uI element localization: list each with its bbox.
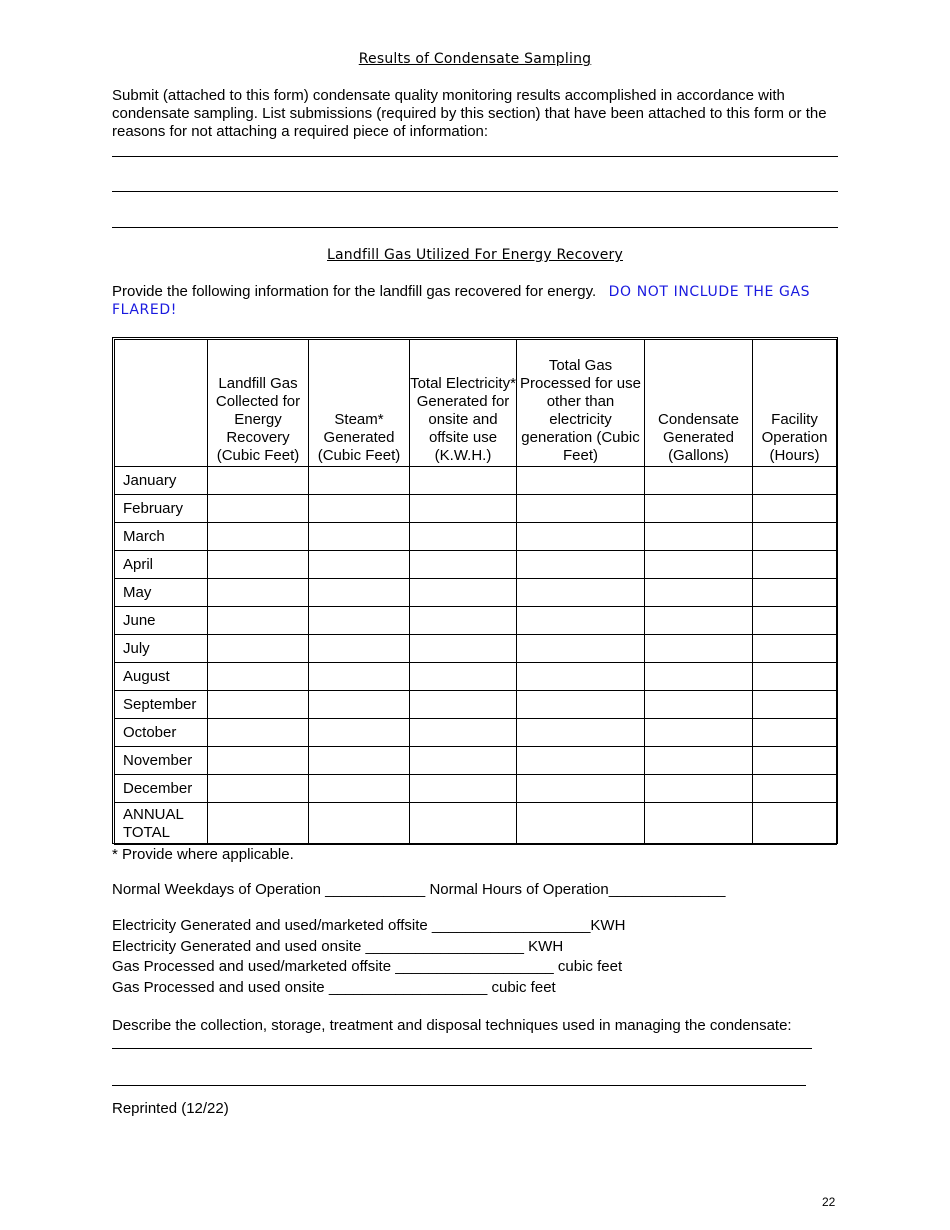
energy-table xyxy=(114,339,837,845)
energy-line-unit: cubic feet xyxy=(491,979,556,996)
entry-cell[interactable] xyxy=(645,691,753,719)
entry-cell[interactable] xyxy=(410,803,517,845)
table-row xyxy=(115,551,837,579)
entry-cell[interactable] xyxy=(645,635,753,663)
entry-cell[interactable] xyxy=(410,607,517,635)
entry-cell[interactable] xyxy=(410,663,517,691)
table-row xyxy=(115,747,837,775)
entry-cell[interactable] xyxy=(753,663,837,691)
section-title-energy-recovery: Landfill Gas Utilized For Energy Recovery xyxy=(327,247,623,263)
footnote: * Provide where applicable. xyxy=(112,846,294,863)
entry-cell[interactable] xyxy=(410,719,517,747)
entry-cell[interactable] xyxy=(208,607,309,635)
energy-line xyxy=(112,938,563,955)
entry-cell[interactable] xyxy=(517,691,645,719)
energy-line-label: Gas Processed and used/marketed offsite xyxy=(112,958,392,975)
table-row xyxy=(115,579,837,607)
table-row xyxy=(115,495,837,523)
entry-cell[interactable] xyxy=(309,635,410,663)
energy-blank[interactable]: ___________________ xyxy=(328,979,488,996)
entry-cell[interactable] xyxy=(309,747,410,775)
entry-cell[interactable] xyxy=(645,663,753,691)
table-row xyxy=(115,635,837,663)
energy-line xyxy=(112,917,625,934)
entry-cell[interactable] xyxy=(517,607,645,635)
entry-cell[interactable] xyxy=(753,523,837,551)
energy-line-label: Electricity Generated and used/marketed offsite xyxy=(112,917,428,934)
answer-line[interactable] xyxy=(112,156,838,157)
energy-blank[interactable]: ___________________ xyxy=(395,958,554,975)
energy-line xyxy=(112,979,556,996)
month-label: June xyxy=(115,607,208,635)
entry-cell[interactable] xyxy=(517,803,645,845)
entry-cell[interactable] xyxy=(208,635,309,663)
header-cell xyxy=(115,340,208,467)
annual-total-label: ANNUAL TOTAL xyxy=(115,803,208,845)
month-label: March xyxy=(115,523,208,551)
month-label: April xyxy=(115,551,208,579)
table-row xyxy=(115,607,837,635)
entry-cell[interactable] xyxy=(753,719,837,747)
energy-line xyxy=(112,958,622,975)
annual-total-row xyxy=(115,803,837,845)
table-row xyxy=(115,663,837,691)
table-row xyxy=(115,467,837,495)
entry-cell[interactable] xyxy=(208,747,309,775)
entry-cell[interactable] xyxy=(208,691,309,719)
energy-blank[interactable]: ___________________ xyxy=(431,917,591,934)
entry-cell[interactable] xyxy=(645,719,753,747)
weekdays-blank[interactable]: ____________ xyxy=(325,881,426,898)
energy-blank[interactable]: ___________________ xyxy=(365,938,524,955)
entry-cell[interactable] xyxy=(753,635,837,663)
entry-cell[interactable] xyxy=(517,495,645,523)
entry-cell[interactable] xyxy=(208,803,309,845)
entry-cell[interactable] xyxy=(753,775,837,803)
energy-line-unit: cubic feet xyxy=(557,958,623,975)
entry-cell[interactable] xyxy=(753,579,837,607)
table-row xyxy=(115,775,837,803)
entry-cell[interactable] xyxy=(753,607,837,635)
entry-cell[interactable] xyxy=(309,495,410,523)
entry-cell[interactable] xyxy=(410,747,517,775)
reprint-note: Reprinted (12/22) xyxy=(112,1100,229,1117)
entry-cell[interactable] xyxy=(517,663,645,691)
answer-line[interactable] xyxy=(112,1048,812,1049)
entry-cell[interactable] xyxy=(645,523,753,551)
table-row xyxy=(115,719,837,747)
energy-recovery-table xyxy=(112,337,838,844)
header-cell: Landfill Gas Collected for Energy Recovery (Cubic Feet) xyxy=(208,340,309,467)
header-cell: Condensate Generated (Gallons) xyxy=(645,340,753,467)
entry-cell[interactable] xyxy=(517,719,645,747)
entry-cell[interactable] xyxy=(208,495,309,523)
header-cell: Facility Operation (Hours) xyxy=(753,340,837,467)
entry-cell[interactable] xyxy=(753,747,837,775)
entry-cell[interactable] xyxy=(517,747,645,775)
month-label: December xyxy=(115,775,208,803)
condensate-sampling-instructions: Submit (attached to this form) condensate quality monitoring results accomplished in accordance with condensate sampling. List submissions (required by this section) that have been attached to this form or the reasons for not attaching a required piece of information: xyxy=(112,87,827,140)
entry-cell[interactable] xyxy=(753,467,837,495)
condensate-prompt: Describe the collection, storage, treatment and disposal techniques used in managing the condensate: xyxy=(112,1017,792,1034)
entry-cell[interactable] xyxy=(645,579,753,607)
entry-cell[interactable] xyxy=(753,803,837,845)
entry-cell[interactable] xyxy=(410,551,517,579)
table-header-row xyxy=(115,340,837,467)
entry-cell[interactable] xyxy=(645,551,753,579)
entry-cell[interactable] xyxy=(517,467,645,495)
operation-line xyxy=(112,881,725,898)
month-label: September xyxy=(115,691,208,719)
entry-cell[interactable] xyxy=(309,803,410,845)
entry-cell[interactable] xyxy=(309,523,410,551)
entry-cell[interactable] xyxy=(645,607,753,635)
entry-cell[interactable] xyxy=(208,467,309,495)
entry-cell[interactable] xyxy=(753,691,837,719)
month-label: January xyxy=(115,467,208,495)
month-label: November xyxy=(115,747,208,775)
entry-cell[interactable] xyxy=(410,691,517,719)
entry-cell[interactable] xyxy=(517,635,645,663)
month-label: October xyxy=(115,719,208,747)
energy-line-unit: KWH xyxy=(528,938,564,955)
entry-cell[interactable] xyxy=(410,495,517,523)
section-title-condensate-sampling: Results of Condensate Sampling xyxy=(358,51,592,67)
warning-text: DO NOT INCLUDE THE GAS FLARED! xyxy=(112,284,811,318)
entry-cell[interactable] xyxy=(309,467,410,495)
month-label: July xyxy=(115,635,208,663)
entry-cell[interactable] xyxy=(309,607,410,635)
table-row xyxy=(115,691,837,719)
entry-cell[interactable] xyxy=(208,579,309,607)
entry-cell[interactable] xyxy=(309,551,410,579)
energy-instructions-text: Provide the following information for the landfill gas recovered for energy. xyxy=(112,283,597,300)
spacer xyxy=(600,283,604,300)
entry-cell[interactable] xyxy=(208,663,309,691)
entry-cell[interactable] xyxy=(208,523,309,551)
entry-cell[interactable] xyxy=(753,495,837,523)
entry-cell[interactable] xyxy=(645,775,753,803)
table-row xyxy=(115,523,837,551)
entry-cell[interactable] xyxy=(517,523,645,551)
entry-cell[interactable] xyxy=(208,775,309,803)
month-label: February xyxy=(115,495,208,523)
entry-cell[interactable] xyxy=(645,747,753,775)
entry-cell[interactable] xyxy=(645,803,753,845)
hours-label: Normal Hours of Operation xyxy=(429,881,609,898)
entry-cell[interactable] xyxy=(517,579,645,607)
entry-cell[interactable] xyxy=(410,579,517,607)
table-body xyxy=(115,467,837,803)
entry-cell[interactable] xyxy=(410,467,517,495)
entry-cell[interactable] xyxy=(208,719,309,747)
entry-cell[interactable] xyxy=(410,635,517,663)
entry-cell[interactable] xyxy=(309,579,410,607)
energy-line-unit: KWH xyxy=(590,917,626,934)
answer-line[interactable] xyxy=(112,227,838,228)
answer-line[interactable] xyxy=(112,1085,806,1086)
entry-cell[interactable] xyxy=(645,467,753,495)
entry-cell[interactable] xyxy=(309,719,410,747)
entry-cell[interactable] xyxy=(753,551,837,579)
header-cell: Total Gas Processed for use other than electricity generation (Cubic Feet) xyxy=(517,340,645,467)
header-cell: Total Electricity* Generated for onsite and offsite use (K.W.H.) xyxy=(410,340,517,467)
month-label: August xyxy=(115,663,208,691)
month-label: May xyxy=(115,579,208,607)
entry-cell[interactable] xyxy=(208,551,309,579)
entry-cell[interactable] xyxy=(309,691,410,719)
header-cell: Steam* Generated (Cubic Feet) xyxy=(309,340,410,467)
weekdays-label: Normal Weekdays of Operation xyxy=(112,881,321,898)
energy-line-label: Gas Processed and used onsite xyxy=(112,979,325,996)
energy-recovery-instructions xyxy=(112,283,840,319)
entry-cell[interactable] xyxy=(309,663,410,691)
hours-blank[interactable]: ______________ xyxy=(608,881,726,898)
answer-line[interactable] xyxy=(112,191,838,192)
entry-cell[interactable] xyxy=(517,551,645,579)
entry-cell[interactable] xyxy=(309,775,410,803)
entry-cell[interactable] xyxy=(410,523,517,551)
entry-cell[interactable] xyxy=(517,775,645,803)
entry-cell[interactable] xyxy=(410,775,517,803)
energy-line-label: Electricity Generated and used onsite xyxy=(112,938,362,955)
page-number: 22 xyxy=(822,1195,836,1209)
entry-cell[interactable] xyxy=(645,495,753,523)
